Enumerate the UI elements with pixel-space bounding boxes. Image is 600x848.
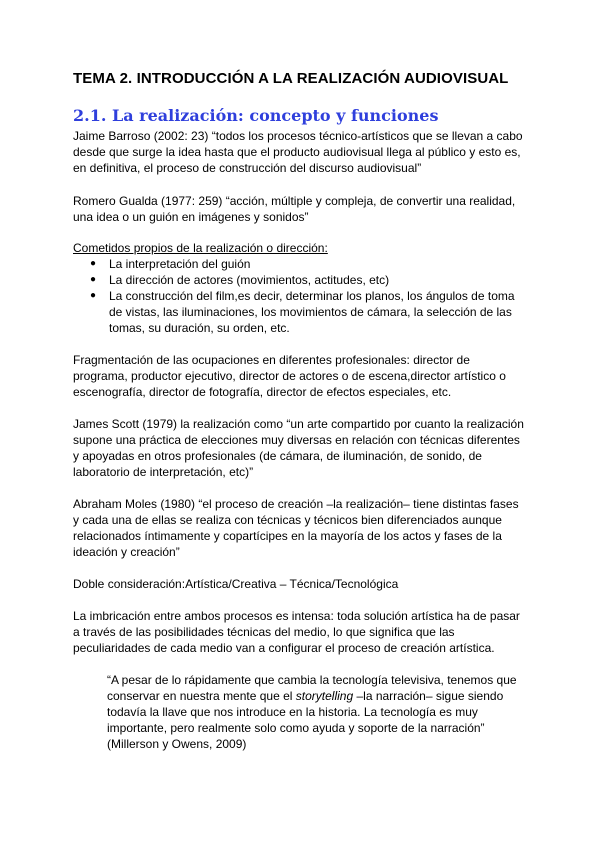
- scott-line-1: James Scott (1979) la realización como “un arte compartido por cuanto la realización: [73, 417, 524, 431]
- bullet-dot: ●: [90, 258, 97, 269]
- scott-line-2: supone una práctica de elecciones muy diversas en relación con técnicas diferentes: [73, 433, 520, 447]
- document-title: TEMA 2. INTRODUCCIÓN A LA REALIZACIÓN AUDIOVISUAL: [73, 70, 509, 87]
- fragmentacion-line-3: escenografía, director de fotografía, director de efectos especiales, etc.: [73, 385, 452, 399]
- section-heading: 2.1. La realización: concepto y funciones: [73, 106, 439, 125]
- quote-italic-term: storytelling: [295, 689, 354, 703]
- bullet-dot: ●: [90, 290, 97, 301]
- imbricacion-line-2: a través de las posibilidades técnicas del medio, lo que significa que las: [73, 625, 455, 639]
- quote-line-1: “A pesar de lo rápidamente que cambia la tecnología televisiva, tenemos que: [107, 673, 517, 687]
- barroso-line-1: Jaime Barroso (2002: 23) “todos los procesos técnico-artísticos que se llevan a cabo: [73, 129, 523, 143]
- moles-line-1: Abraham Moles (1980) “el proceso de creación –la realización– tiene distintas fases: [73, 497, 519, 511]
- barroso-line-3: en definitiva, el proceso de construcción del discurso audiovisual”: [73, 161, 422, 175]
- scott-line-3: y apoyadas en otros profesionales (de cámara, de iluminación, de sonido, de: [73, 449, 482, 463]
- quote-line-2-after: –la narración– sigue siendo: [353, 689, 504, 703]
- bullet-dot: ●: [90, 274, 97, 285]
- scott-line-4: laboratorio de interpretación, etc)”: [73, 465, 254, 479]
- doble-consideracion: Doble consideración:Artística/Creativa – Técnica/Tecnológica: [73, 577, 399, 591]
- quote-line-2: [107, 688, 503, 704]
- imbricacion-line-3: peculiaridades de cada medio van a configurar el proceso de creación artística.: [73, 641, 495, 655]
- bullet-item-2: La dirección de actores (movimientos, actitudes, etc): [109, 273, 390, 287]
- quote-line-4: importante, pero realmente solo como ayuda y soporte de la narración”: [107, 721, 485, 735]
- moles-line-2: y cada una de ellas se realiza con técnicas y técnicos bien diferenciados aunque: [73, 513, 502, 527]
- quote-line-3: todavía la llave que nos introduce en la historia. La tecnología es muy: [107, 705, 478, 719]
- bullet-item-3-line-3: tomas, su duración, su orden, etc.: [109, 321, 290, 335]
- gualda-line-1: Romero Gualda (1977: 259) “acción, múltiple y compleja, de convertir una realidad,: [73, 194, 516, 208]
- barroso-line-2: desde que surge la idea hasta que el producto audiovisual llega al público y esto es,: [73, 145, 521, 159]
- imbricacion-line-1: La imbricación entre ambos procesos es intensa: toda solución artística ha de pasar: [73, 609, 520, 623]
- cometidos-heading: Cometidos propios de la realización o dirección:: [73, 241, 328, 255]
- bullet-item-3-line-2: de vistas, las iluminaciones, los movimientos de cámara, la selección de las: [109, 305, 512, 319]
- quote-line-2-before: conservar en nuestra mente que el: [107, 689, 296, 703]
- quote-citation: (Millerson y Owens, 2009): [107, 737, 247, 751]
- bullet-item-3-line-1: La construcción del film,es decir, determinar los planos, los ángulos de toma: [109, 289, 515, 303]
- moles-line-3: relacionados íntimamente y copartícipes en la mayoría de los actos y fases de la: [73, 529, 502, 543]
- fragmentacion-line-2: programa, productor ejecutivo, director de actores o de escena,director artístico o: [73, 369, 506, 383]
- moles-line-4: ideación y creación”: [73, 545, 180, 559]
- gualda-line-2: una idea o un guión en imágenes y sonidos”: [73, 210, 309, 224]
- bullet-item-1: La interpretación del guión: [109, 257, 251, 271]
- fragmentacion-line-1: Fragmentación de las ocupaciones en diferentes profesionales: director de: [73, 353, 470, 367]
